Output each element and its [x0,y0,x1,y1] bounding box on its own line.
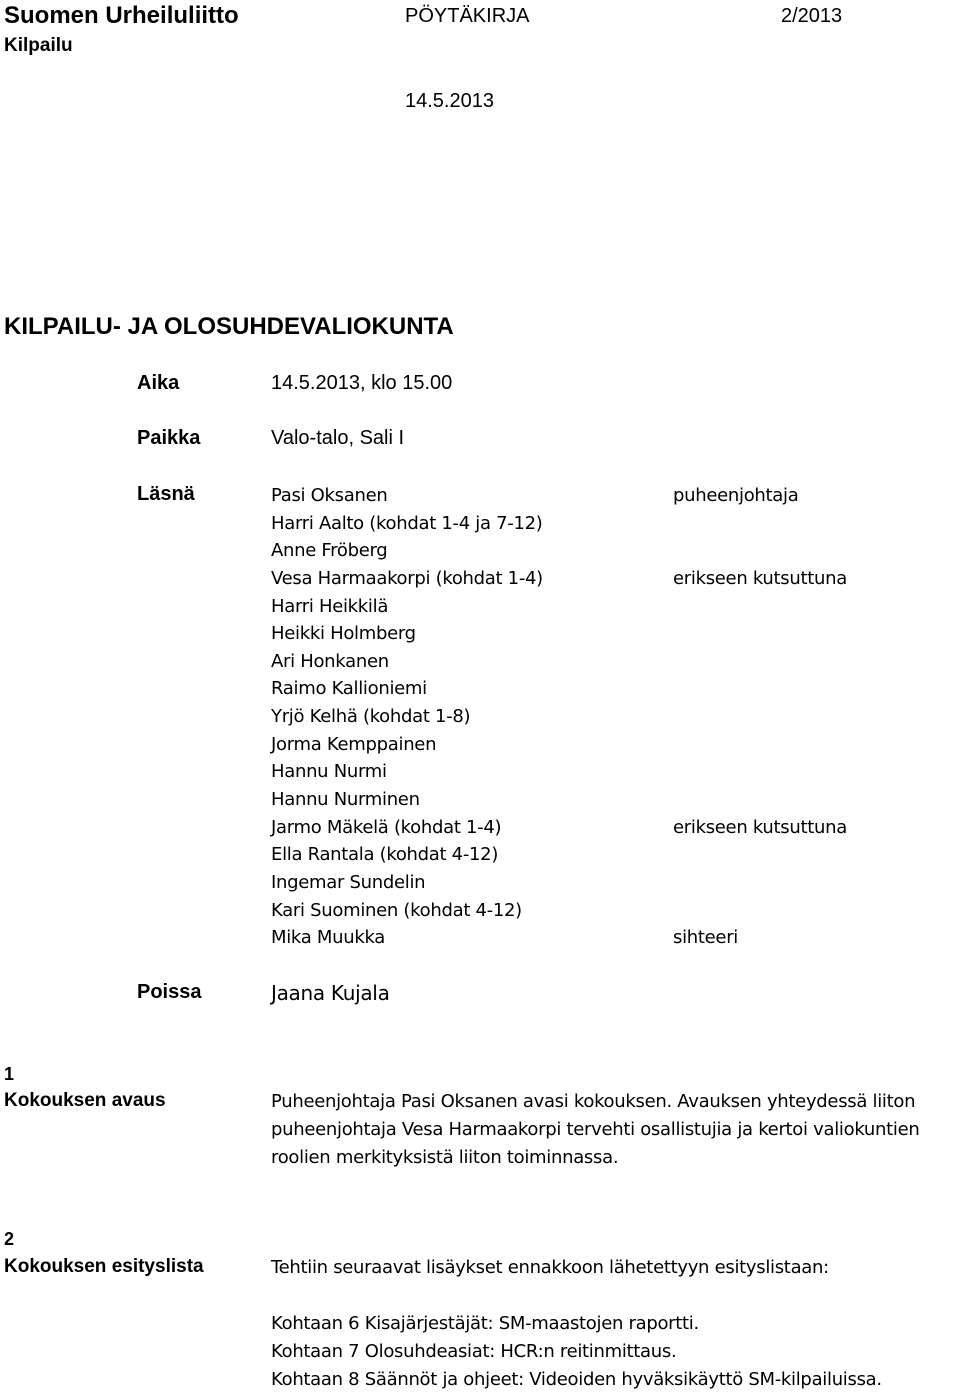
attendee-row [271,869,931,897]
attendee-row [271,841,931,869]
absent-label: Poissa [137,981,202,1003]
attendee-name: Harri Aalto (kohdat 1-4 ja 7-12) [271,512,543,534]
attendee-row [271,565,931,593]
attendee-role: erikseen kutsuttuna [673,567,847,589]
header-date: 14.5.2013 [405,90,494,112]
item-text-line: Puheenjohtaja Pasi Oksanen avasi kokouksen. Avauksen yhteydessä liiton [271,1091,916,1112]
attendee-name: Pasi Oksanen [271,485,388,506]
agenda-addition: Kohtaan 6 Kisajärjestäjät: SM-maastojen raportti. [271,1313,699,1334]
attendee-role: sihteeri [673,927,738,949]
item-number: 2 [4,1229,15,1249]
absent-value: Jaana Kujala [271,981,390,1005]
attendee-name: Anne Fröberg [271,540,388,562]
agenda-additions [271,1310,959,1394]
attendee-row [271,537,931,565]
attendee-name: Kari Suominen (kohdat 4-12) [271,899,522,921]
attendee-row [271,897,931,925]
item-body [271,1088,959,1172]
attendee-name: Ari Honkanen [271,650,389,672]
item-body [271,1254,959,1282]
item-text-line: roolien merkityksistä liiton toiminnassa. [271,1147,619,1168]
item-text-line: Tehtiin seuraavat lisäykset ennakkoon lähetettyyn esityslistaan: [271,1257,829,1278]
attendee-row [271,703,931,731]
agenda-addition: Kohtaan 7 Olosuhdeasiat: HCR:n reitinmittaus. [271,1341,677,1362]
place-label: Paikka [137,427,201,449]
attendee-row [271,731,931,759]
attendee-role: puheenjohtaja [673,485,799,506]
attendee-row [271,482,931,510]
agenda-addition: Kohtaan 8 Säännöt ja ohjeet: Videoiden hyväksikäyttö SM-kilpailuissa. [271,1369,882,1390]
attendee-name: Ella Rantala (kohdat 4-12) [271,844,499,866]
attendee-name: Vesa Harmaakorpi (kohdat 1-4) [271,567,543,589]
attendee-name: Raimo Kallioniemi [271,678,427,700]
attendee-name: Heikki Holmberg [271,623,416,645]
committee-title: KILPAILU- JA OLOSUHDEVALIOKUNTA [4,313,454,340]
attendee-row [271,924,931,952]
department-name: Kilpailu [4,35,73,56]
attendee-name: Harri Heikkilä [271,595,389,617]
attendee-row [271,786,931,814]
item-title: Kokouksen avaus [4,1090,166,1111]
attendee-name: Jorma Kemppainen [271,733,437,755]
attendee-row [271,814,931,842]
attendee-name: Hannu Nurminen [271,789,420,811]
attendee-name: Ingemar Sundelin [271,871,426,893]
attendee-row [271,510,931,538]
document-number: 2/2013 [781,5,843,27]
attendee-row [271,620,931,648]
organization-name: Suomen Urheiluliitto [4,2,239,29]
item-title: Kokouksen esityslista [4,1256,204,1277]
item-number: 1 [4,1064,15,1084]
attendee-name: Mika Muukka [271,927,385,949]
attendee-row [271,648,931,676]
attendee-name: Hannu Nurmi [271,761,387,783]
time-label: Aika [137,372,180,394]
attendee-row [271,758,931,786]
attendee-row [271,593,931,621]
present-label: Läsnä [137,483,195,505]
attendee-row [271,675,931,703]
attendee-role: erikseen kutsuttuna [673,816,847,838]
attendee-name: Jarmo Mäkelä (kohdat 1-4) [271,816,502,838]
place-value: Valo-talo, Sali I [271,427,405,449]
document-type: PÖYTÄKIRJA [405,5,530,27]
item-text-line: puheenjohtaja Vesa Harmaakorpi tervehti osallistujia ja kertoi valiokuntien [271,1119,920,1140]
attendee-list [271,482,931,952]
attendee-name: Yrjö Kelhä (kohdat 1-8) [271,706,471,728]
time-value: 14.5.2013, klo 15.00 [271,372,453,394]
